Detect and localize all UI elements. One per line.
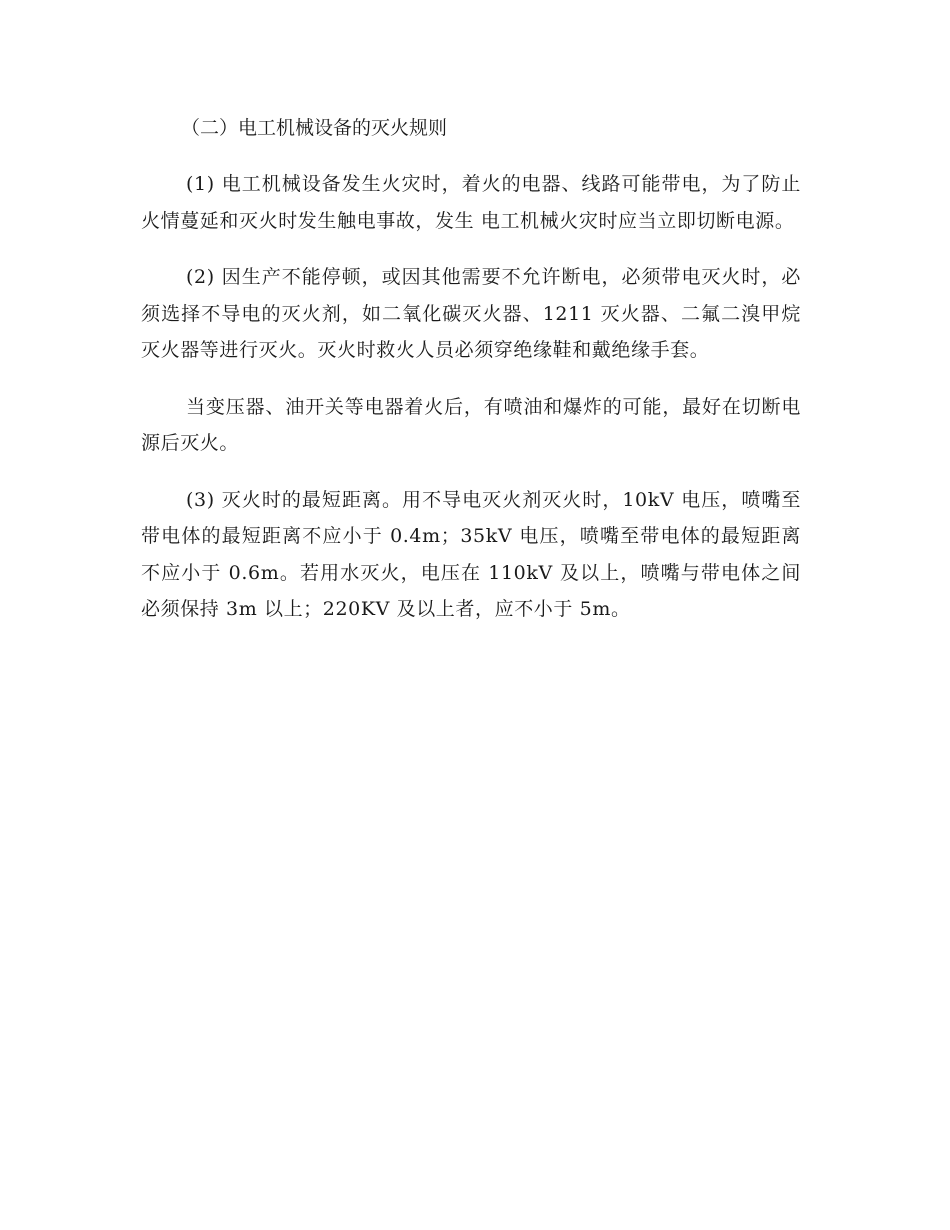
paragraph-power-cutoff: (1) 电工机械设备发生火灾时，着火的电器、线路可能带电，为了防止火情蔓延和灭火时发生触电事故，发生 电工机械火灾时应当立即切断电源。 [141, 173, 801, 232]
paragraph-minimum-distance: (3) 灭火时的最短距离。用不导电灭火剂灭火时，10kV 电压，喷嘴至带电体的最短距离不应小于 0.4m；35kV 电压，喷嘴至带电体的最短距离不应小于 0.6m。若用水灭火，电压在 110kV 及以上，喷嘴与带电体之间必须保持 3m 以上；220KV 及以上者，应不小于 5m。 [141, 488, 801, 620]
section-heading: （二）电工机械设备的灭火规则 [181, 117, 448, 139]
paragraph-transformer-fire: 当变压器、油开关等电器着火后，有喷油和爆炸的可能，最好在切断电源后灭火。 [141, 395, 801, 454]
paragraph-live-firefighting: (2) 因生产不能停顿，或因其他需要不允许断电，必须带电灭火时，必须选择不导电的灭火剂，如二氧化碳灭火器、1211 灭火器、二氟二溴甲烷灭火器等进行灭火。灭火时救火人员必须穿绝缘鞋和戴绝缘手套。 [141, 266, 801, 361]
document-body [141, 110, 801, 648]
